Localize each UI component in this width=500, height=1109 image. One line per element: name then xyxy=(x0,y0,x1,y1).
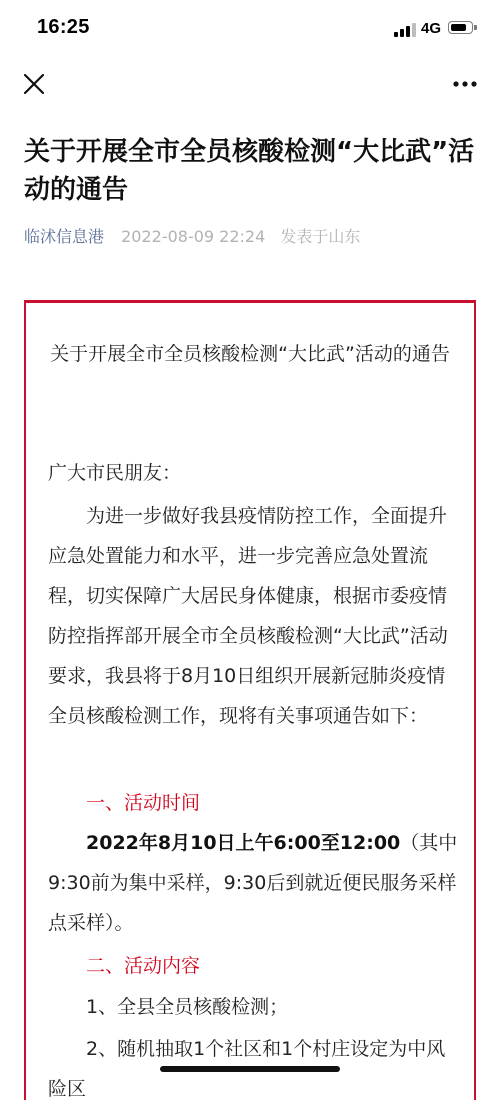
author-link[interactable]: 临沭信息港 xyxy=(24,227,105,246)
activity-time xyxy=(48,823,458,943)
content-item-2: 2、随机抽取1个社区和1个村庄设定为中风险区 xyxy=(48,1038,446,1100)
activity-time-bold: 2022年8月10日上午6:00至12:00 xyxy=(86,832,401,854)
publish-date: 2022-08-09 22:24 xyxy=(121,227,266,246)
network-type: 4G xyxy=(421,20,442,37)
battery-icon xyxy=(448,21,473,34)
section-heading-content: 二、活动内容 xyxy=(86,955,201,977)
notice-title: 关于开展全市全员核酸检测“大比武”活动的通告 xyxy=(50,343,450,365)
more-dots-icon[interactable] xyxy=(450,72,480,96)
notice-box xyxy=(24,300,476,1100)
close-icon[interactable] xyxy=(20,70,48,98)
article-title: 关于开展全市全员核酸检测“大比武”活动的通告 xyxy=(24,137,475,205)
notice-greeting: 广大市民朋友： xyxy=(48,462,182,484)
publish-region: 发表于山东 xyxy=(280,227,361,246)
notice-paragraph: 为进一步做好我县疫情防控工作，全面提升应急处置能力和水平，进一步完善应急处置流程，切实保障广大居民身体健康，根据市委疫情防控指挥部开展全市全员核酸检测“大比武”活动要求，我县将于8月10日组织开展新冠肺炎疫情全员核酸检测工作，现将有关事项通告如下： xyxy=(48,505,448,727)
article-meta xyxy=(24,225,360,249)
battery-level xyxy=(451,24,467,31)
status-time: 16:25 xyxy=(37,16,90,38)
section-heading-time: 一、活动时间 xyxy=(86,792,201,814)
cellular-signal-icon xyxy=(394,23,416,37)
content-item-1: 1、全县全员核酸检测； xyxy=(86,996,289,1018)
status-bar xyxy=(0,0,500,58)
activity-time-detail: （其中9:30前为集中采样，9:30后到就近便民服务采样点采样）。 xyxy=(48,832,458,934)
home-indicator[interactable] xyxy=(160,1066,340,1072)
